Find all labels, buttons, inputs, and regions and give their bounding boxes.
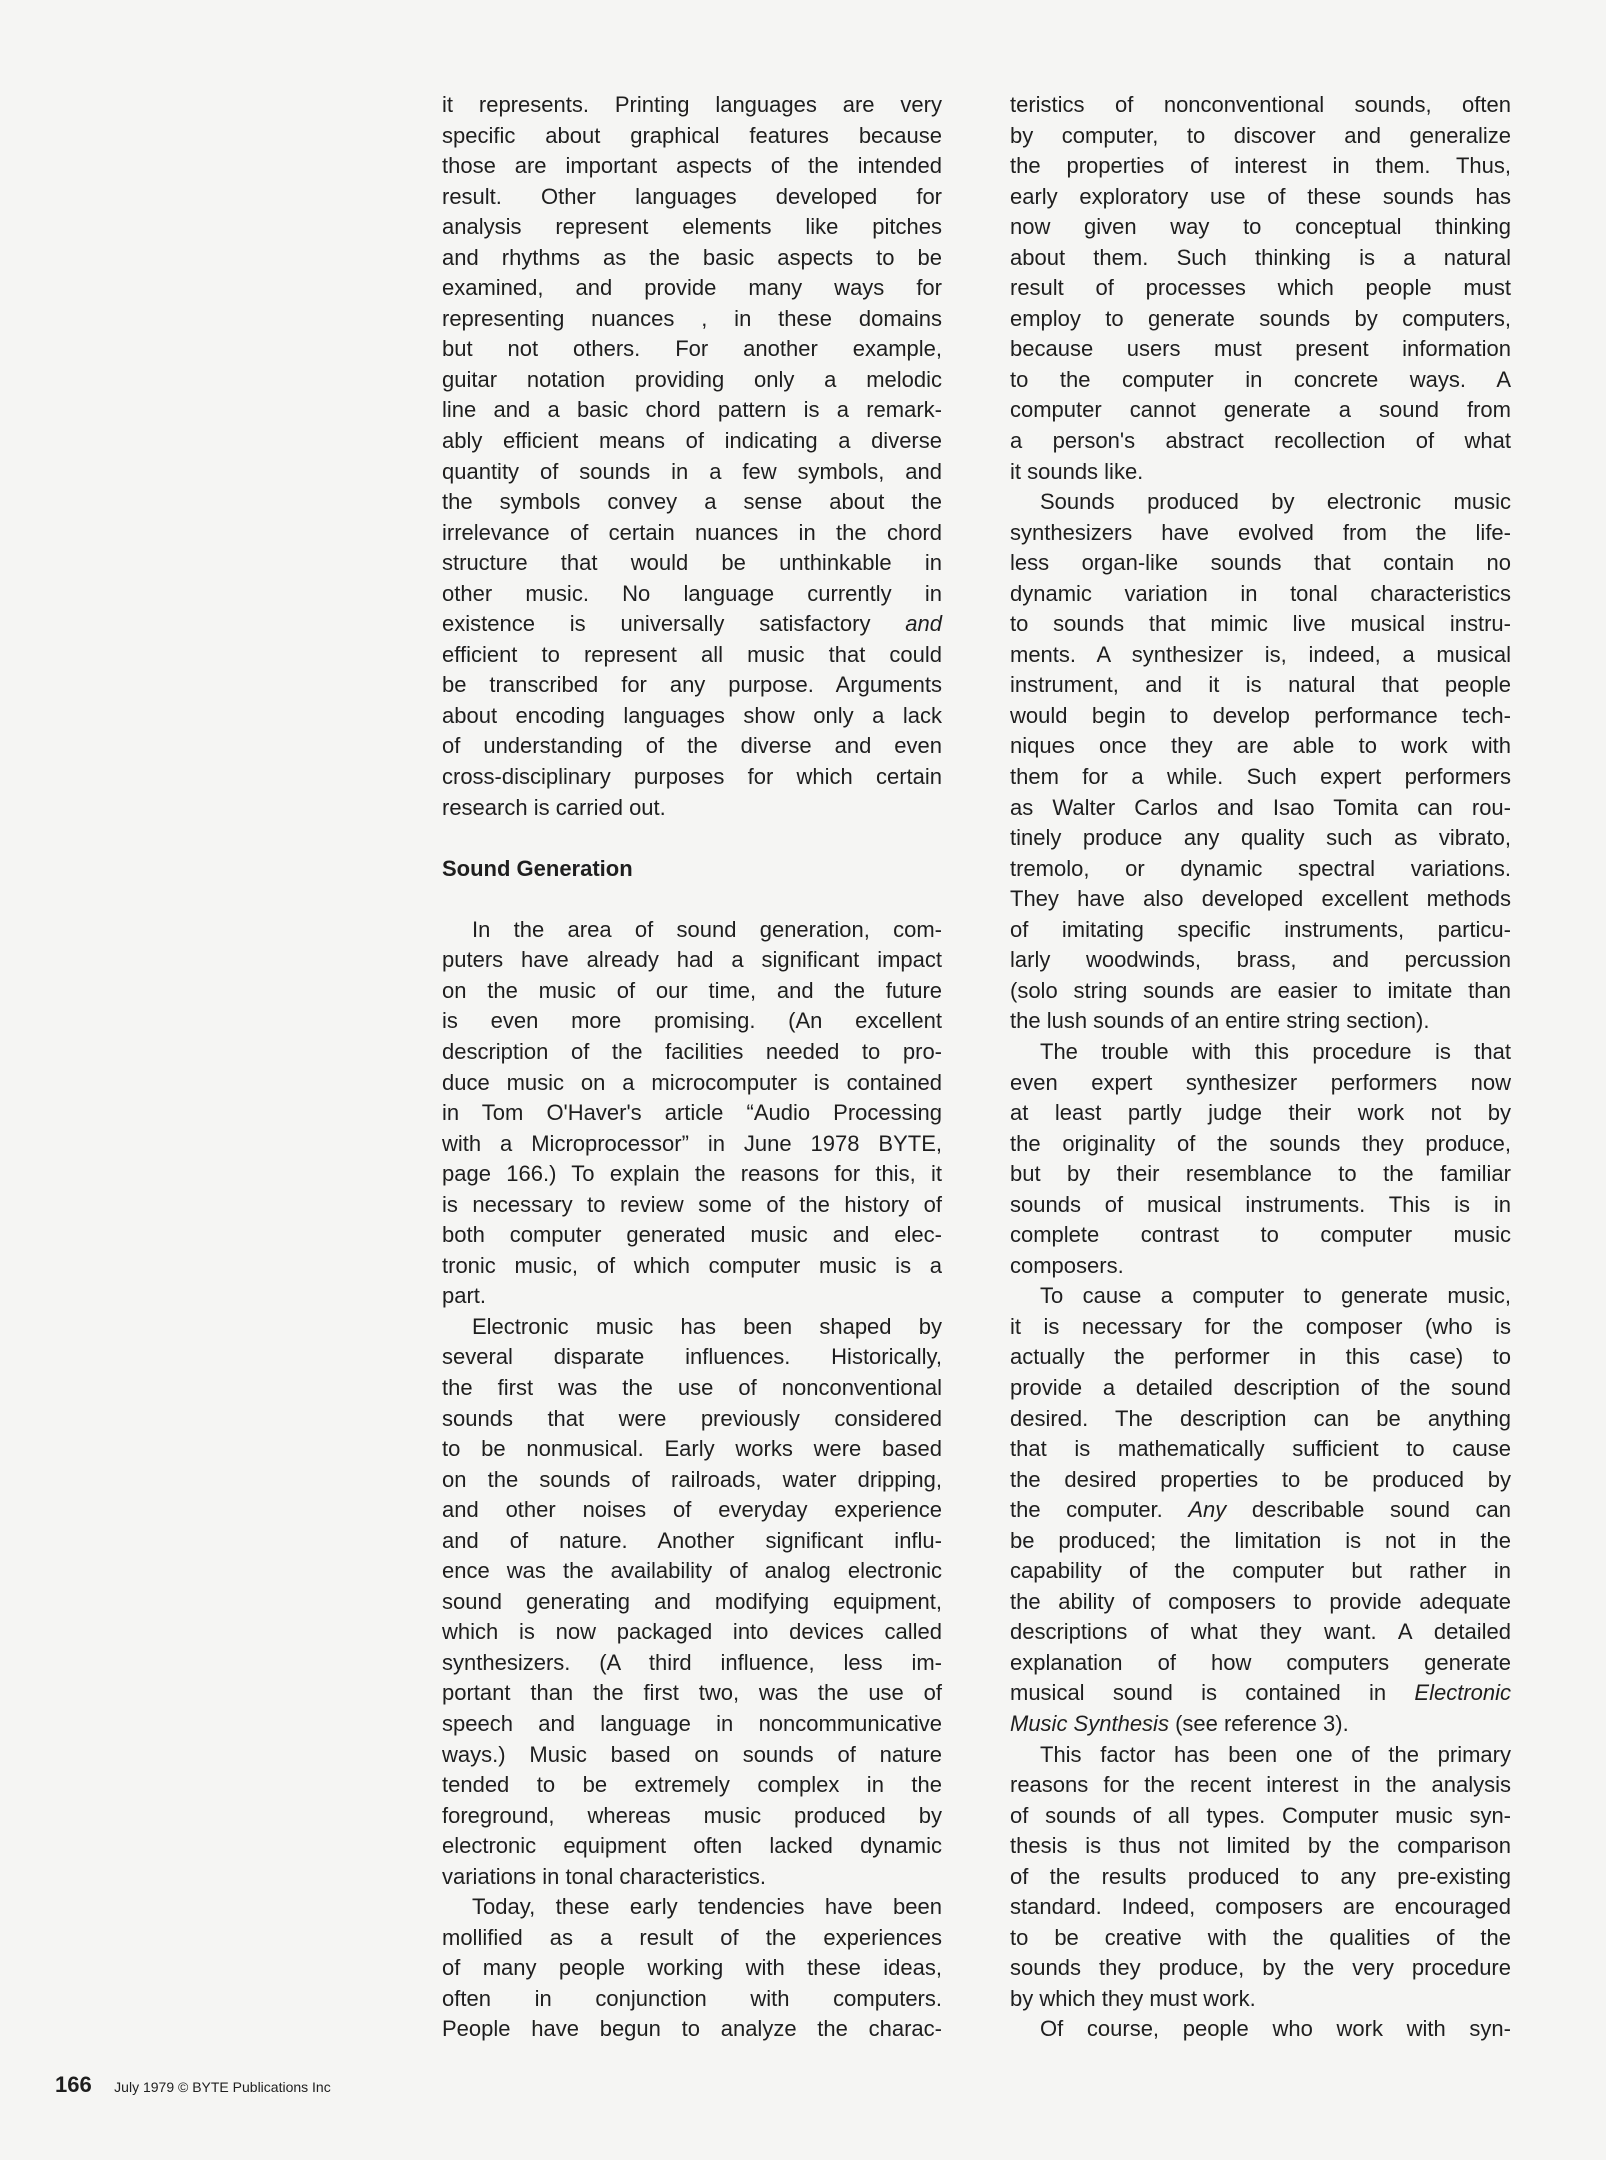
- text-line: tinely produce any quality such as vibrato,: [1010, 825, 1511, 851]
- paragraph: [1010, 90, 1511, 487]
- text-line: it represents. Printing languages are very: [442, 92, 942, 117]
- text-line: explanation of how computers generate: [1010, 1649, 1511, 1675]
- paragraph: [1010, 2014, 1511, 2045]
- text-line: on the music of our time, and the future: [442, 977, 942, 1003]
- text-line: employ to generate sounds by computers,: [1010, 305, 1511, 331]
- text-line: the symbols convey a sense about the: [442, 489, 942, 515]
- text-line: tremolo, or dynamic spectral variations.: [1010, 855, 1511, 881]
- text-line: representing nuances , in these domains: [442, 305, 942, 331]
- paragraph-spacer: [442, 823, 942, 854]
- text-line: synthesizers. (A third influence, less im-: [442, 1649, 942, 1675]
- text-line: cross-disciplinary purposes for which certain: [442, 764, 942, 790]
- text-line: (solo string sounds are easier to imitate than: [1010, 977, 1511, 1003]
- text-line: page 166.) To explain the reasons for this, it: [442, 1161, 942, 1187]
- right-column: [1010, 90, 1511, 2045]
- text-line: and other noises of everyday experience: [442, 1497, 942, 1523]
- text-line: is even more promising. (An excellent: [442, 1008, 942, 1034]
- text-line: of understanding of the diverse and even: [442, 733, 942, 759]
- paragraph-spacer: [442, 884, 942, 915]
- text-run: the computer.: [1010, 1497, 1189, 1523]
- text-line: examined, and provide many ways for: [442, 275, 942, 301]
- text-line: of imitating specific instruments, particu-: [1010, 916, 1511, 942]
- text-line: at least partly judge their work not by: [1010, 1100, 1511, 1126]
- text-line: Sounds produced by electronic music: [1040, 489, 1511, 515]
- text-line: to sounds that mimic live musical instru-: [1010, 611, 1511, 637]
- text-line: line and a basic chord pattern is a remark-: [442, 397, 942, 423]
- text-line: the originality of the sounds they produce,: [1010, 1130, 1511, 1156]
- page-number: 166: [55, 2072, 92, 2097]
- text-line: of the results produced to any pre-existing: [1010, 1863, 1511, 1889]
- italic-text: and: [905, 611, 942, 637]
- text-line: niques once they are able to work with: [1010, 733, 1511, 759]
- text-line: that is mathematically sufficient to cause: [1010, 1436, 1511, 1462]
- text-line: with a Microprocessor” in June 1978 BYTE,: [442, 1130, 942, 1156]
- text-line: This factor has been one of the primary: [1040, 1741, 1511, 1767]
- text-line: teristics of nonconventional sounds, often: [1010, 92, 1511, 117]
- text-line: to be nonmusical. Early works were based: [442, 1436, 942, 1462]
- text-line: result of processes which people must: [1010, 275, 1511, 301]
- text-line: and rhythms as the basic aspects to be: [442, 244, 942, 270]
- text-line: tended to be extremely complex in the: [442, 1772, 942, 1798]
- page-footer: [55, 2072, 331, 2098]
- text-line: and of nature. Another significant influ-: [442, 1527, 942, 1553]
- text-line: efficient to represent all music that could: [442, 641, 942, 667]
- italic-text: Music Synthesis: [1010, 1710, 1169, 1736]
- text-line: would begin to develop performance tech-: [1010, 702, 1511, 728]
- text-line: guitar notation providing only a melodic: [442, 366, 942, 392]
- text-line: research is carried out.: [442, 794, 666, 820]
- text-line: be produced; the limitation is not in the: [1010, 1527, 1511, 1553]
- text-line: early exploratory use of these sounds has: [1010, 183, 1511, 209]
- text-line: Of course, people who work with syn-: [1040, 2016, 1511, 2042]
- text-line: both computer generated music and elec-: [442, 1222, 942, 1248]
- text-line: dynamic variation in tonal characteristics: [1010, 580, 1511, 606]
- text-line: them for a while. Such expert performers: [1010, 764, 1511, 790]
- text-line: [1010, 1709, 1511, 1740]
- text-line: ments. A synthesizer is, indeed, a musical: [1010, 641, 1511, 667]
- paragraph: [442, 90, 942, 823]
- text-line: on the sounds of railroads, water dripping,: [442, 1466, 942, 1492]
- text-line: desired. The description can be anything: [1010, 1405, 1511, 1431]
- text-line: actually the performer in this case) to: [1010, 1344, 1511, 1370]
- italic-text: Electronic: [1414, 1680, 1511, 1706]
- text-line: foreground, whereas music produced by: [442, 1802, 942, 1828]
- text-line: by computer, to discover and generalize: [1010, 122, 1511, 148]
- text-line: is necessary to review some of the history of: [442, 1191, 942, 1217]
- text-line: computer cannot generate a sound from: [1010, 397, 1511, 423]
- text-line: several disparate influences. Historically,: [442, 1344, 942, 1370]
- text-line: To cause a computer to generate music,: [1040, 1283, 1511, 1309]
- text-line: In the area of sound generation, com-: [472, 916, 942, 942]
- text-line: structure that would be unthinkable in: [442, 550, 942, 576]
- text-line: which is now packaged into devices called: [442, 1619, 942, 1645]
- text-line: sounds of musical instruments. This is in: [1010, 1191, 1511, 1217]
- text-line: but not others. For another example,: [442, 336, 942, 362]
- text-line: to the computer in concrete ways. A: [1010, 366, 1511, 392]
- text-line: the lush sounds of an entire string section).: [1010, 1008, 1430, 1034]
- text-line: sounds that were previously considered: [442, 1405, 942, 1431]
- text-line: about encoding languages show only a lack: [442, 702, 942, 728]
- text-line: a person's abstract recollection of what: [1010, 428, 1511, 454]
- text-line: be transcribed for any purpose. Arguments: [442, 672, 942, 698]
- text-line: to be creative with the qualities of the: [1010, 1924, 1511, 1950]
- text-line: standard. Indeed, composers are encouraged: [1010, 1894, 1511, 1920]
- text-line: instrument, and it is natural that people: [1010, 672, 1511, 698]
- text-line: the properties of interest in them. Thus,: [1010, 153, 1511, 179]
- text-line: sound generating and modifying equipment,: [442, 1588, 942, 1614]
- text-line: now given way to conceptual thinking: [1010, 214, 1511, 240]
- text-line: by which they must work.: [1010, 1985, 1256, 2011]
- text-line: often in conjunction with computers.: [442, 1985, 942, 2011]
- text-line: specific about graphical features because: [442, 122, 942, 148]
- section-heading: Sound Generation: [442, 855, 633, 881]
- text-line: of sounds of all types. Computer music syn-: [1010, 1802, 1511, 1828]
- text-line: The trouble with this procedure is that: [1040, 1038, 1511, 1064]
- text-line: duce music on a microcomputer is contained: [442, 1069, 942, 1095]
- text-line: [1010, 1678, 1511, 1709]
- text-line: the desired properties to be produced by: [1010, 1466, 1511, 1492]
- text-line: portant than the first two, was the use of: [442, 1680, 942, 1706]
- text-line: because users must present information: [1010, 336, 1511, 362]
- italic-text: Any: [1188, 1497, 1227, 1523]
- text-line: capability of the computer but rather in: [1010, 1558, 1511, 1584]
- text-line: irrelevance of certain nuances in the chord: [442, 519, 942, 545]
- text-line: reasons for the recent interest in the analysis: [1010, 1772, 1511, 1798]
- text-line: synthesizers have evolved from the life-: [1010, 519, 1511, 545]
- text-line: other music. No language currently in: [442, 580, 942, 606]
- paragraph: [1010, 1281, 1511, 1739]
- text-line: descriptions of what they want. A detailed: [1010, 1619, 1511, 1645]
- paragraph: [1010, 1037, 1511, 1281]
- text-run: describable sound can: [1226, 1497, 1511, 1523]
- text-run: musical sound is contained in: [1010, 1680, 1415, 1706]
- text-line: the first was the use of nonconventional: [442, 1374, 942, 1400]
- text-line: ways.) Music based on sounds of nature: [442, 1741, 942, 1767]
- text-line: less organ-like sounds that contain no: [1010, 550, 1511, 576]
- text-line: puters have already had a significant impact: [442, 947, 942, 973]
- text-line: result. Other languages developed for: [442, 183, 942, 209]
- text-line: in Tom O'Haver's article “Audio Processing: [442, 1100, 942, 1126]
- text-line: but by their resemblance to the familiar: [1010, 1161, 1511, 1187]
- text-line: speech and language in noncommunicative: [442, 1710, 942, 1736]
- text-line: it is necessary for the composer (who is: [1010, 1313, 1511, 1339]
- text-line: Today, these early tendencies have been: [472, 1894, 942, 1920]
- text-line: ably efficient means of indicating a diverse: [442, 428, 942, 454]
- text-line: ence was the availability of analog electronic: [442, 1558, 942, 1584]
- text-line: it sounds like.: [1010, 458, 1144, 484]
- paragraph: [442, 1892, 942, 2045]
- text-line: variations in tonal characteristics.: [442, 1863, 767, 1889]
- text-run: existence is universally satisfactory: [442, 611, 906, 637]
- text-line: mollified as a result of the experiences: [442, 1924, 942, 1950]
- text-line: even expert synthesizer performers now: [1010, 1069, 1511, 1095]
- text-line: tronic music, of which computer music is a: [442, 1252, 942, 1278]
- text-line: electronic equipment often lacked dynamic: [442, 1833, 942, 1859]
- text-line: [1010, 1495, 1511, 1526]
- text-run: (see reference 3).: [1168, 1710, 1349, 1736]
- text-line: [442, 609, 942, 640]
- paragraph: [1010, 1740, 1511, 2015]
- text-line: as Walter Carlos and Isao Tomita can rou-: [1010, 794, 1511, 820]
- paragraph: [1010, 487, 1511, 1037]
- text-line: larly woodwinds, brass, and percussion: [1010, 947, 1511, 973]
- text-line: Electronic music has been shaped by: [472, 1313, 942, 1339]
- text-line: the ability of composers to provide adequate: [1010, 1588, 1511, 1614]
- left-column: [442, 90, 942, 2045]
- text-line: quantity of sounds in a few symbols, and: [442, 458, 942, 484]
- text-line: of many people working with these ideas,: [442, 1955, 942, 1981]
- text-line: analysis represent elements like pitches: [442, 214, 942, 240]
- text-line: part.: [442, 1283, 487, 1309]
- text-line: composers.: [1010, 1252, 1124, 1278]
- text-line: provide a detailed description of the sound: [1010, 1374, 1511, 1400]
- text-line: thesis is thus not limited by the comparison: [1010, 1833, 1511, 1859]
- text-line: about them. Such thinking is a natural: [1010, 244, 1511, 270]
- text-line: those are important aspects of the intended: [442, 153, 942, 179]
- text-line: They have also developed excellent methods: [1010, 886, 1511, 912]
- text-line: sounds they produce, by the very procedure: [1010, 1955, 1511, 1981]
- text-line: description of the facilities needed to pro-: [442, 1038, 942, 1064]
- text-line: complete contrast to computer music: [1010, 1222, 1511, 1248]
- publication-credit: July 1979 © BYTE Publications Inc: [114, 2079, 331, 2095]
- text-line: People have begun to analyze the charac-: [442, 2016, 942, 2042]
- paragraph: [442, 1312, 942, 1892]
- paragraph: [442, 915, 942, 1312]
